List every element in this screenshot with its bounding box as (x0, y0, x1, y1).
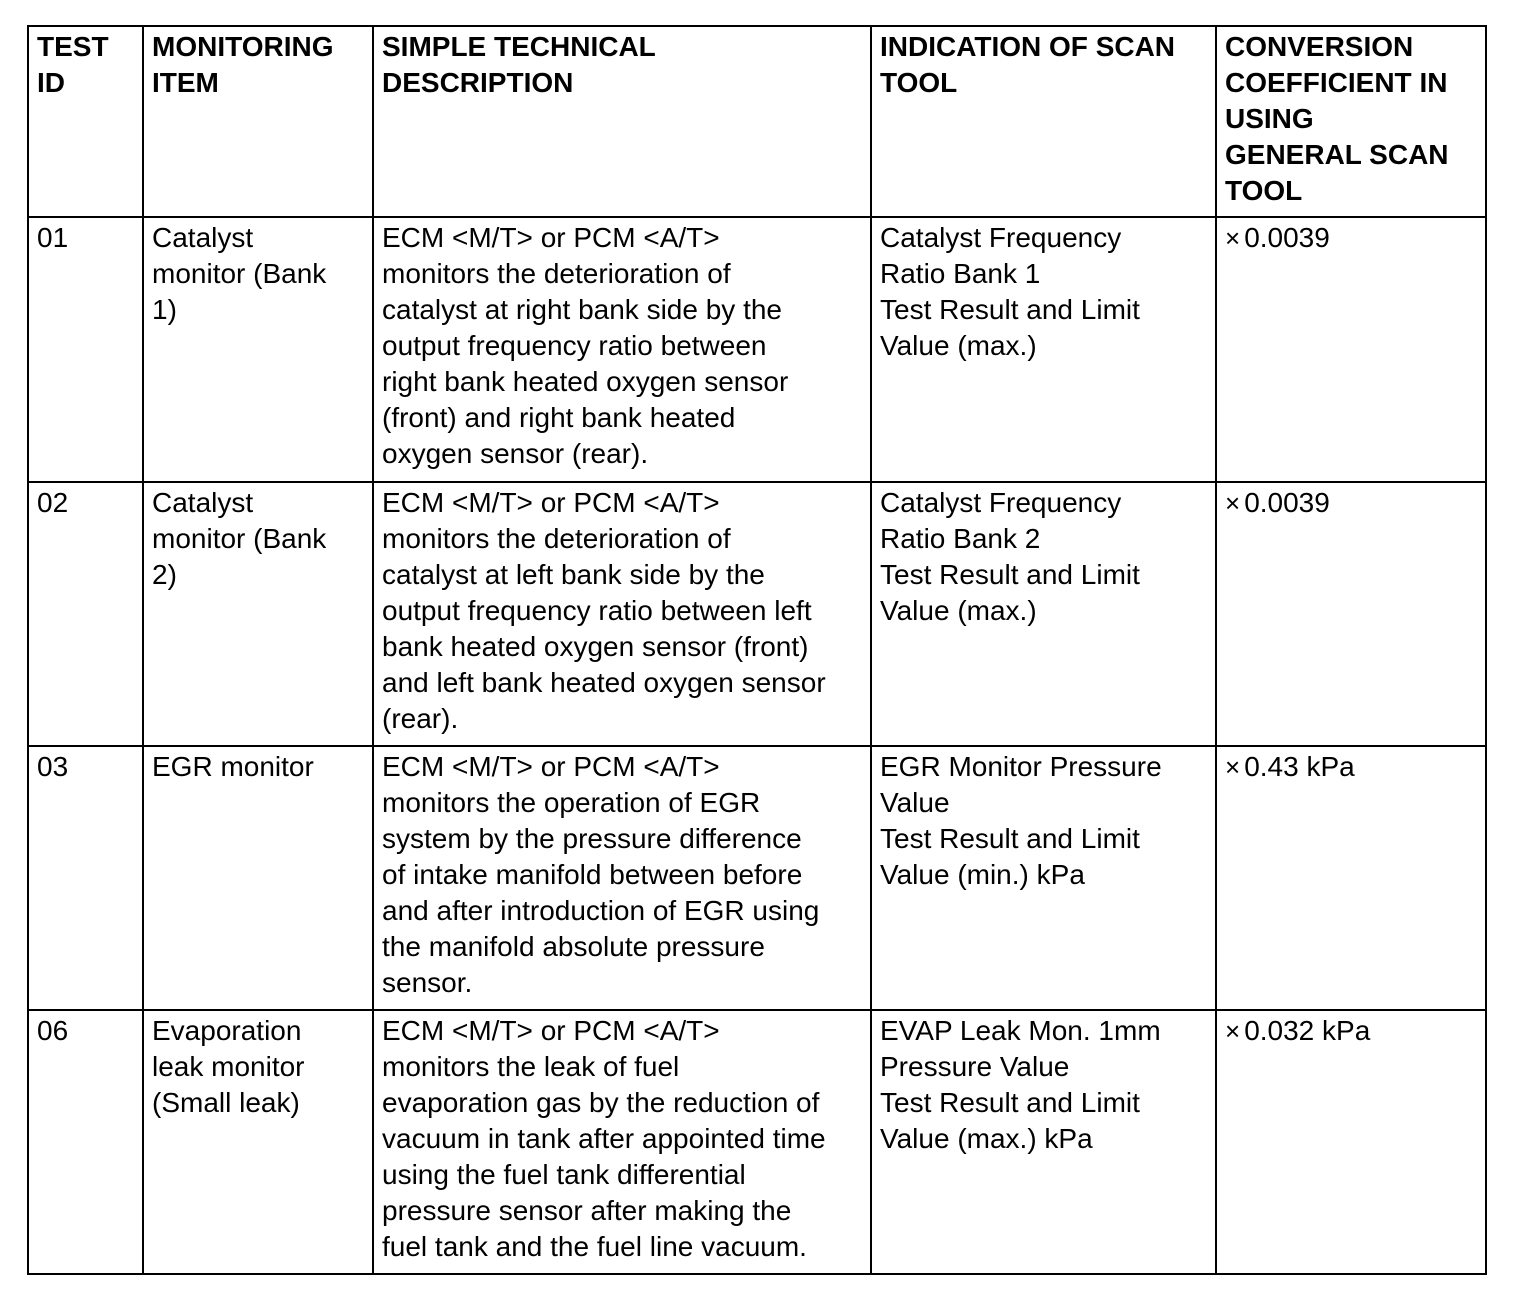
table-row (28, 746, 1486, 1010)
indication-cell: EVAP Leak Mon. 1mm Pressure Value Test Result and Limit Value (max.) kPa (871, 1010, 1216, 1274)
header-indication: INDICATION OF SCAN TOOL (871, 26, 1216, 217)
test-id-cell: 02 (28, 482, 143, 746)
monitoring-item-cell: Catalyst monitor (Bank 2) (143, 482, 373, 746)
indication-cell: Catalyst Frequency Ratio Bank 2 Test Result and Limit Value (max.) (871, 482, 1216, 746)
indication-cell: Catalyst Frequency Ratio Bank 1 Test Result and Limit Value (max.) (871, 217, 1216, 482)
test-id-cell: 03 (28, 746, 143, 1010)
coefficient-value: 0.0039 (1244, 222, 1330, 253)
header-conversion-coefficient: CONVERSION COEFFICIENT IN USING GENERAL SCAN TOOL (1216, 26, 1486, 217)
coefficient-value: 0.43 kPa (1244, 751, 1355, 782)
coefficient-value: 0.0039 (1244, 487, 1330, 518)
multiply-icon: × (1225, 1016, 1241, 1046)
coefficient-cell (1216, 1010, 1486, 1274)
multiply-icon: × (1225, 752, 1241, 782)
header-test-id: TEST ID (28, 26, 143, 217)
monitor-test-table (27, 25, 1487, 1275)
test-id-cell: 01 (28, 217, 143, 482)
coefficient-cell (1216, 746, 1486, 1010)
monitoring-item-cell: Evaporation leak monitor (Small leak) (143, 1010, 373, 1274)
indication-cell: EGR Monitor Pressure Value Test Result and Limit Value (min.) kPa (871, 746, 1216, 1010)
table-row (28, 482, 1486, 746)
table-row (28, 1010, 1486, 1274)
description-cell: ECM <M/T> or PCM <A/T> monitors the leak of fuel evaporation gas by the reduction of vacuum in tank after appointed time using the fuel tank differential pressure sensor after making the fuel tank and the fuel line vacuum. (373, 1010, 871, 1274)
description-cell: ECM <M/T> or PCM <A/T> monitors the operation of EGR system by the pressure difference of intake manifold between before and after introduction of EGR using the manifold absolute pressure sensor. (373, 746, 871, 1010)
coefficient-value: 0.032 kPa (1244, 1015, 1371, 1046)
monitoring-item-cell: Catalyst monitor (Bank 1) (143, 217, 373, 482)
multiply-icon: × (1225, 488, 1241, 518)
header-monitoring-item: MONITORING ITEM (143, 26, 373, 217)
coefficient-cell (1216, 217, 1486, 482)
header-description: SIMPLE TECHNICAL DESCRIPTION (373, 26, 871, 217)
table-row (28, 217, 1486, 482)
test-id-cell: 06 (28, 1010, 143, 1274)
monitoring-item-cell: EGR monitor (143, 746, 373, 1010)
header-row (28, 26, 1486, 217)
coefficient-cell (1216, 482, 1486, 746)
multiply-icon: × (1225, 223, 1241, 253)
description-cell: ECM <M/T> or PCM <A/T> monitors the deterioration of catalyst at right bank side by the output frequency ratio between right bank heated oxygen sensor (front) and right bank heated oxygen sensor (rear). (373, 217, 871, 482)
description-cell: ECM <M/T> or PCM <A/T> monitors the deterioration of catalyst at left bank side by the output frequency ratio between left bank heated oxygen sensor (front) and left bank heated oxygen sensor (rear). (373, 482, 871, 746)
